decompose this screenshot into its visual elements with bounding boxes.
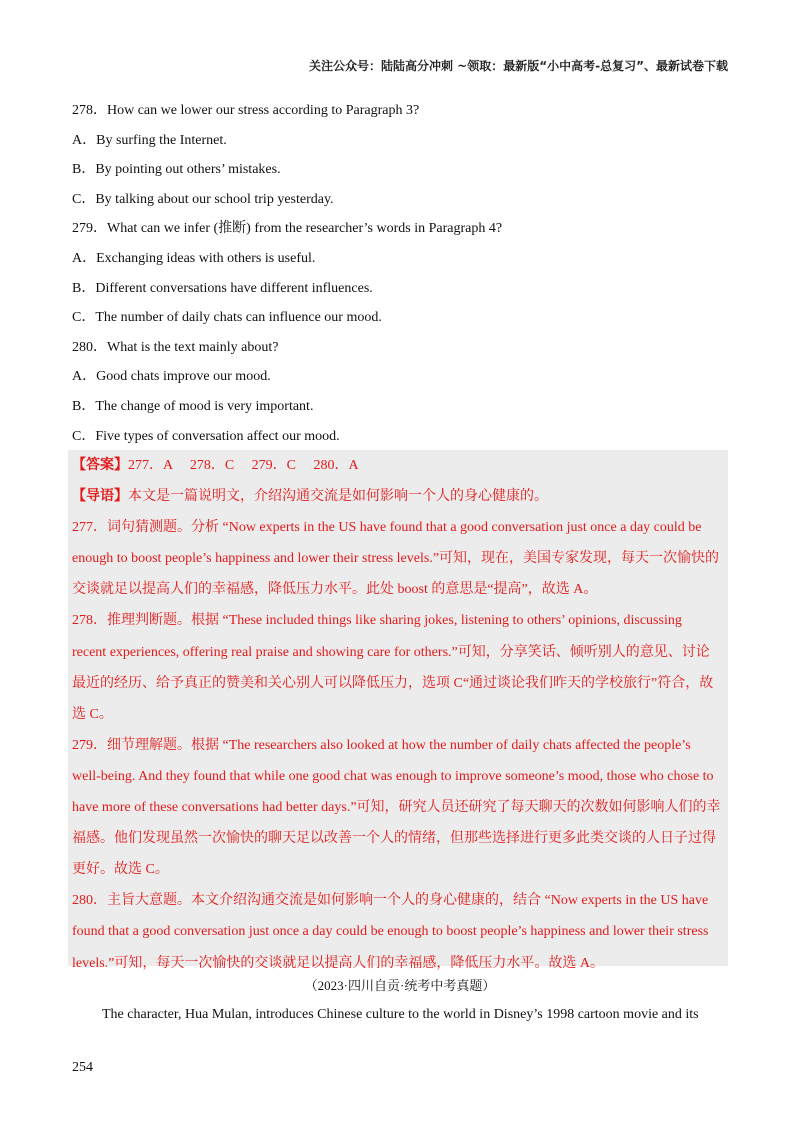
option-278-c: C．By talking about our school trip yesterday. <box>72 191 334 207</box>
explanation-line: 280．主旨大意题。本文介绍沟通交流是如何影响一个人的身心健康的，结合 “Now experts in the US have <box>72 893 709 909</box>
question-278: 278．How can we lower our stress according to Paragraph 3? <box>72 103 420 118</box>
explanation-line: 选 C。 <box>72 706 113 722</box>
explanation-line: 278．推理判断题。根据 “These included things like sharing jokes, listening to others’ opinions, discussing <box>72 613 682 629</box>
guide-text: 本文是一篇说明文，介绍沟通交流是如何影响一个人的身心健康的。 <box>128 489 548 505</box>
answer-section <box>72 450 728 979</box>
explanation-line: 最近的经历、给予真正的赞美和关心别人可以降低压力，选项 C“通过谈论我们昨天的学校旅行”符合，故 <box>72 675 714 691</box>
option-278-b: B．By pointing out others’ mistakes. <box>72 162 281 178</box>
explanation-line: enough to boost people’s happiness and lower their stress levels.”可知，现在，美国专家发现，每天一次愉快的 <box>72 551 720 567</box>
source-citation: （2023·四川自贡·统考中考真题） <box>304 978 496 993</box>
explanation-line: 277．词句猜测题。分析 “Now experts in the US have found that a good conversation just once a day could be <box>72 520 702 536</box>
option-279-c: C．The number of daily chats can influence our mood. <box>72 310 382 326</box>
explanation-line: well-being. And they found that while one good chat was enough to improve someone’s mood, those who chose to <box>72 768 714 784</box>
option-278-a: A．By surfing the Internet. <box>72 132 227 148</box>
explanation-line: have more of these conversations had better days.”可知，研究人员还研究了每天聊天的次数如何影响人们的幸 <box>72 800 721 816</box>
page-header: 关注公众号：陆陆高分冲刺 ~领取：最新版“小中高考-总复习”、最新试卷下载 <box>309 59 728 73</box>
explanation-line: recent experiences, offering real praise and showing care for others.”可知，分享笑话、倾听别人的意见、讨论 <box>72 644 710 660</box>
option-280-a: A．Good chats improve our mood. <box>72 369 271 385</box>
question-279: 279．What can we infer (推断) from the researcher’s words in Paragraph 4? <box>72 221 503 237</box>
guide-line <box>72 481 728 512</box>
explanation-line: 福感。他们发现虽然一次愉快的聊天足以改善一个人的情绪，但那些选择进行更多此类交谈的人日子过得 <box>72 831 716 847</box>
option-280-b: B．The change of mood is very important. <box>72 398 314 414</box>
explanation-line: 更好。故选 C。 <box>72 862 169 878</box>
question-list <box>72 96 728 451</box>
explanation-line: levels.”可知，每天一次愉快的交谈就足以提高人们的幸福感，降低压力水平。故选 A。 <box>72 955 604 971</box>
answer-key-line <box>72 450 728 481</box>
explanation-line: 279．细节理解题。根据 “The researchers also looked at how the number of daily chats affected the people’s <box>72 737 691 753</box>
answer-key-text: 277．A 278．C 279．C 280．A <box>128 458 359 473</box>
explanation-line: found that a good conversation just once a day could be enough to boost people’s happiness and lower their stress <box>72 924 709 940</box>
page-number: 254 <box>72 1060 93 1075</box>
option-279-b: B．Different conversations have different influences. <box>72 280 373 296</box>
passage-text: The character, Hua Mulan, introduces Chinese culture to the world in Disney’s 1998 cartoon movie and its <box>102 1007 699 1022</box>
option-279-a: A．Exchanging ideas with others is useful. <box>72 250 316 266</box>
answer-key-label: 【答案】 <box>72 458 128 473</box>
question-280: 280．What is the text mainly about? <box>72 339 279 355</box>
explanation-line: 交谈就足以提高人们的幸福感，降低压力水平。此处 boost 的意思是“提高”，故选 A。 <box>72 582 598 598</box>
guide-label: 【导语】 <box>72 489 128 505</box>
option-280-c: C．Five types of conversation affect our mood. <box>72 428 340 444</box>
